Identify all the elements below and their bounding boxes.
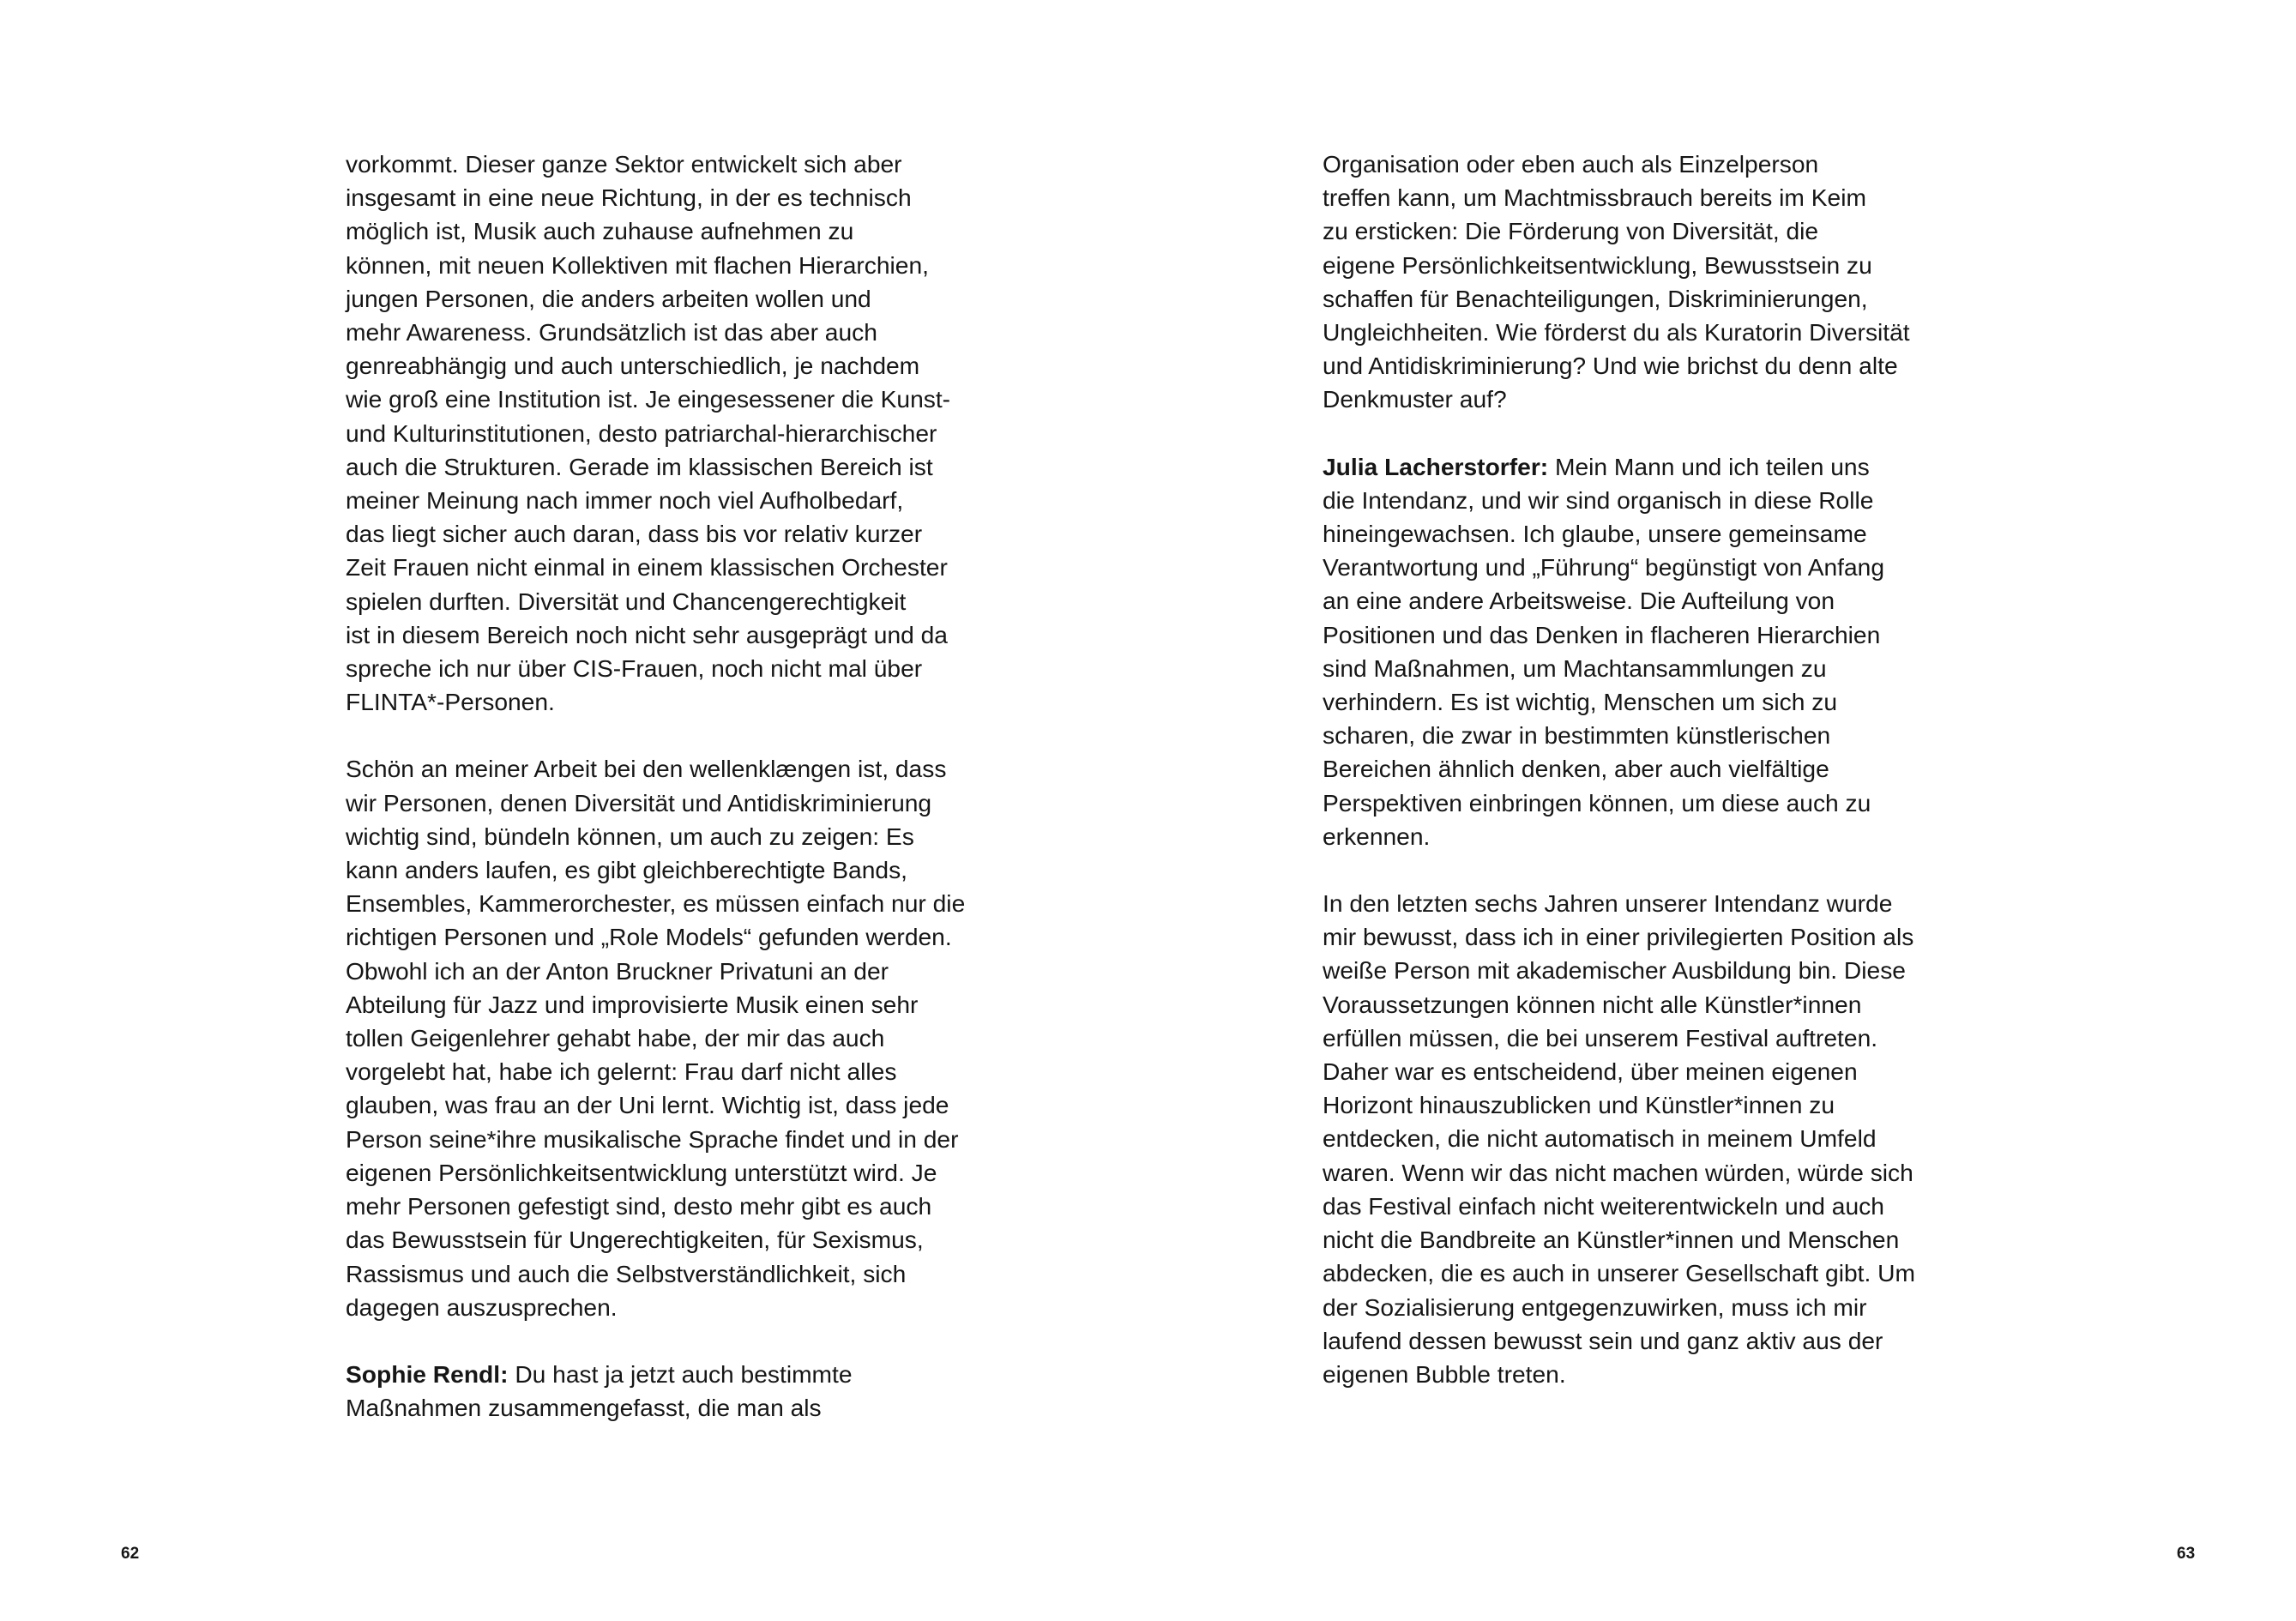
speaker-name: Sophie Rendl:: [346, 1359, 509, 1388]
paragraph-text: Mein Mann und ich teilen uns die Intendanz, und wir sind organisch in diese Rolle hineingewachsen. Ich glaube, unsere gemeinsame Verantwortung und „Führung“ begünstigt von Anfang an eine andere Arbeitsweise. Die Aufteilung von Positionen und das Denken in flacheren Hierarchien sind Maßnahmen, um Machtansammlungen zu verhindern. Es ist wichtig, Menschen um sich zu scharen, die zwar in bestimmten künstlerischen Bereichen ähnlich denken, aber auch vielfältige Perspektiven einbringen können, um diese auch zu erkennen.: [1323, 452, 1885, 850]
paragraph-text: Schön an meiner Arbeit bei den wellenklængen ist, dass wir Personen, denen Diversität und Antidiskriminierung wichtig sind, bündeln können, um auch zu zeigen: Es kann anders laufen, es gibt gleichberechtigte Bands, Ensembles, Kammerorchester, es müssen einfach nur die richtigen Personen und „Role Models“ gefunden werden. Obwohl ich an der Anton Bruckner Privatuni an der Abteilung für Jazz und improvisierte Musik einen sehr tollen Geigenlehrer gehabt habe, der mir das auch vorgelebt hat, habe ich gelernt: Frau darf nicht alles glauben, was frau an der Uni lernt. Wichtig ist, dass jede Person seine*ihre musikalische Sprache findet und in der eigenen Persönlichkeitsentwicklung unterstützt wird. Je mehr Personen gefestigt sind, desto mehr gibt es auch das Bewusstsein für Ungerechtigkeiten, für Sexismus, Rassismus und auch die Selbstverständlichkeit, sich dagegen auszusprechen.: [346, 755, 966, 1321]
page-number-left: 62: [121, 1545, 140, 1563]
speaker-name: Julia Lacherstorfer:: [1323, 452, 1549, 480]
paragraph-text: Du hast ja jetzt auch bestimmte Maßnahmen zusammengefasst, die man als: [346, 1359, 853, 1422]
page-number-right: 63: [2177, 1545, 2196, 1563]
right-text-column: [1323, 148, 1974, 1425]
paragraph-text: In den letzten sechs Jahren unserer Intendanz wurde mir bewusst, dass ich in einer privilegierten Position als weiße Person mit akademischer Ausbildung bin. Diese Voraussetzungen können nicht alle Künstler*innen erfüllen müssen, die bei unserem Festival auftreten. Daher war es entscheidend, über meinen eigenen Horizont hinauszublicken und Künstler*innen zu entdecken, die nicht automatisch in meinem Umfeld waren. Wenn wir das nicht machen würden, würde sich das Festival einfach nicht weiterentwickeln und auch nicht die Bandbreite an Künstler*innen und Menschen abdecken, die es auch in unserer Gesellschaft gibt. Um der Sozialisierung entgegenzuwirken, muss ich mir laufend dessen bewusst sein und ganz aktiv aus der eigenen Bubble treten.: [1323, 889, 1915, 1388]
right-page: [1148, 0, 2296, 1621]
paragraph: [1323, 148, 1974, 417]
paragraph: [1323, 887, 1974, 1391]
paragraph: [346, 148, 997, 719]
paragraph-text: Organisation oder eben auch als Einzelperson treffen kann, um Machtmissbrauch bereits im Keim zu ersticken: Die Förderung von Diversität, die eigene Persönlichkeitsentwicklung, Bewusstsein zu schaffen für Benachteiligungen, Diskriminierungen, Ungleichheiten. Wie förderst du als Kuratorin Diversität und Antidiskriminierung? Und wie brichst du denn alte Denkmuster auf?: [1323, 150, 1910, 413]
paragraph: [346, 752, 997, 1323]
paragraph: [1323, 450, 1974, 853]
paragraph-text: vorkommt. Dieser ganze Sektor entwickelt sich aber insgesamt in eine neue Richtung, in der es technisch möglich ist, Musik auch zuhause aufnehmen zu können, mit neuen Kollektiven mit flachen Hierarchien, jungen Personen, die anders arbeiten wollen und mehr Awareness. Grundsätzlich ist das aber auch genreabhängig und auch unterschiedlich, je nachdem wie groß eine Institution ist. Je eingesessener die Kunst- und Kulturinstitutionen, desto patriarchal-hierarchischer auch die Strukturen. Gerade im klassischen Bereich ist meiner Meinung nach immer noch viel Aufholbedarf, das liegt sicher auch daran, dass bis vor relativ kurzer Zeit Frauen nicht einmal in einem klassischen Orchester spielen durften. Diversität und Chancengerechtigkeit ist in diesem Bereich noch nicht sehr ausgeprägt und da spreche ich nur über CIS-Frauen, noch nicht mal über FLINTA*-Personen.: [346, 150, 951, 716]
paragraph: [346, 1358, 997, 1425]
left-text-column: [346, 148, 997, 1458]
